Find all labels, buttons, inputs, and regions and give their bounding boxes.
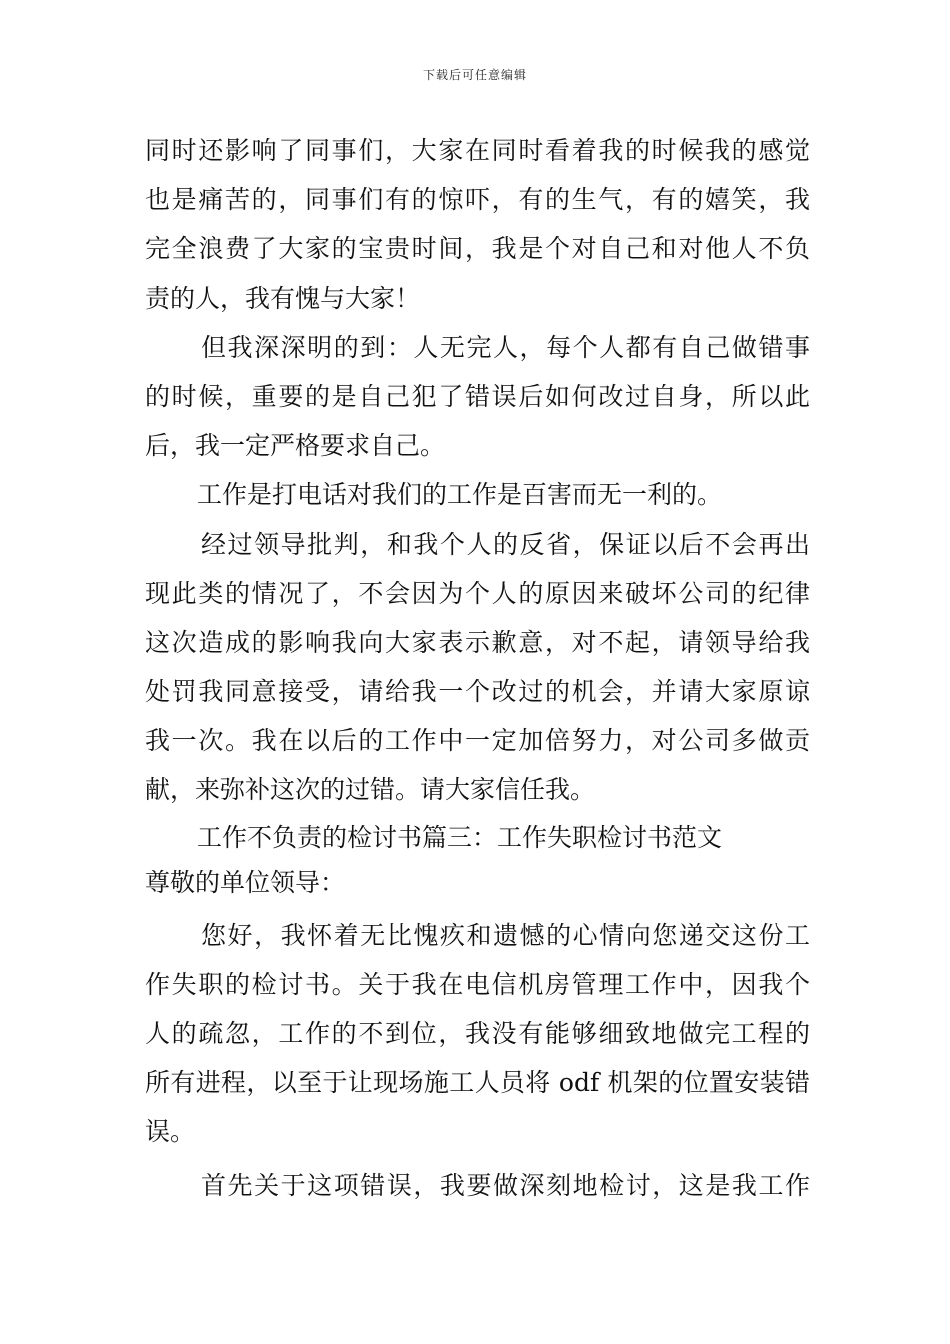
section-title: 工作不负责的检讨书篇三：工作失职检讨书范文	[197, 822, 723, 852]
text-line: 处罚我同意接受，请给我一个改过的机会，并请大家原谅	[145, 677, 810, 707]
document-body	[145, 126, 810, 1210]
text-line: 同时还影响了同事们，大家在同时看着我的时候我的感觉	[145, 136, 810, 165]
text-line: 您好，我怀着无比愧疚和遗憾的心情向您递交这份工	[201, 920, 810, 950]
text-line: 但我深深明的到：人无完人，每个人都有自己做错事	[201, 332, 810, 362]
text-line: 误。	[145, 1117, 196, 1147]
text-line: 工作是打电话对我们的工作是百害而无一利的。	[197, 480, 723, 510]
page-header: 下载后可任意编辑	[422, 68, 527, 82]
paragraph	[145, 323, 810, 471]
text-line: 我一次。我在以后的工作中一定加倍努力，对公司多做贡	[145, 726, 810, 756]
text-line: 所有进程，以至于让现场施工人员将 odf 机架的位置安装错	[145, 1068, 810, 1098]
text-line: 人的疏忽，工作的不到位，我没有能够细致地做完工程的	[145, 1019, 810, 1048]
text-line: 责的人，我有愧与大家！	[145, 283, 421, 313]
text-line: 经过领导批判，和我个人的反省，保证以后不会再出	[201, 529, 810, 559]
text-line: 后，我一定严格要求自己。	[145, 431, 446, 461]
text-line: 首先关于这项错误，我要做深刻地检讨，这是我工作	[201, 1170, 810, 1200]
salutation: 尊敬的单位领导：	[145, 867, 346, 897]
text-line: 也是痛苦的，同事们有的惊吓，有的生气，有的嬉笑，我	[145, 185, 810, 215]
text-line: 作失职的检讨书。关于我在电信机房管理工作中，因我个	[145, 969, 810, 999]
paragraph	[145, 126, 810, 323]
paragraph	[145, 911, 810, 1157]
text-line: 这次造成的影响我向大家表示歉意，对不起，请领导给我	[145, 627, 810, 657]
text-line: 现此类的情况了，不会因为个人的原因来破坏公司的纪律	[145, 578, 810, 608]
text-line: 献，来弥补这次的过错。请大家信任我。	[145, 775, 596, 805]
paragraph	[145, 470, 810, 519]
text-line: 完全浪费了大家的宝贵时间，我是个对自己和对他人不负	[145, 234, 810, 264]
text-line: 的时候，重要的是自己犯了错误后如何改过自身，所以此	[145, 381, 810, 411]
paragraph	[145, 1161, 810, 1210]
paragraph	[145, 520, 810, 815]
